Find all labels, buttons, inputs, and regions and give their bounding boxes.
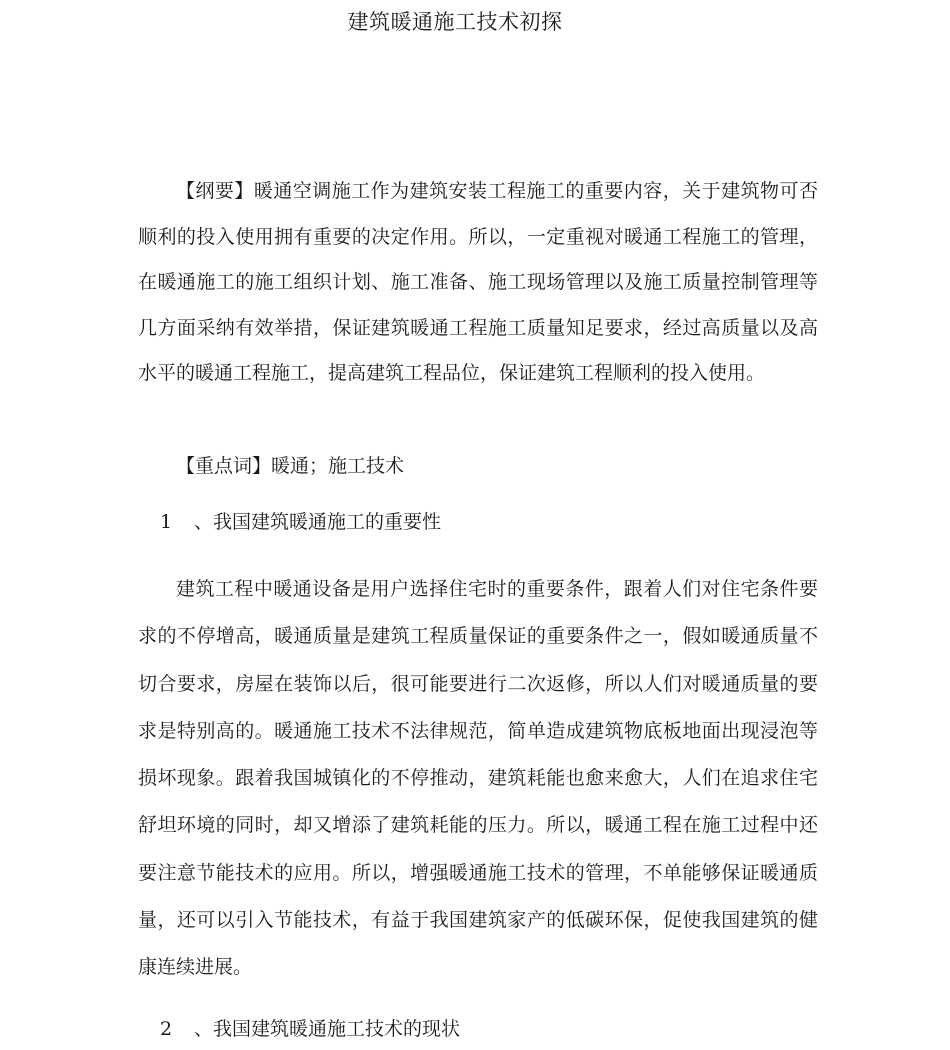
abstract-paragraph [138, 169, 818, 397]
section-body-1: 建筑工程中暖通设备是用户选择住宅时的重要条件，跟着人们对住宅条件要求的不停增高，暖通质量是建筑工程质量保证的重要条件之一，假如暖通质量不切合要求，房屋在装饰以后，很可能要进行二次返修，所以人们对暖通质量的要求是特别高的。暖通施工技术不法律规范，简单造成建筑物底板地面出现浸泡等损坏现象。跟着我国城镇化的不停推动，建筑耗能也愈来愈大，人们在追求住宅舒坦环境的同时，却又增添了建筑耗能的压力。所以，暖通工程在施工过程中还要注意节能技术的应用。所以，增强暖通施工技术的管理，不单能够保证暖通质量，还可以引入节能技术，有益于我国建筑家产的低碳环保，促使我国建筑的健康连续进展。 [138, 578, 818, 979]
keywords-text: 暖通；施工技术 [271, 455, 405, 477]
section-heading-2 [160, 1012, 460, 1046]
section-number-1: 1 [160, 511, 173, 533]
document-title: 建筑暖通施工技术初探 [347, 10, 563, 34]
keywords-label: 【重点词】 [176, 455, 272, 477]
keywords-paragraph [138, 449, 818, 483]
section-number-2: 2 [160, 1018, 173, 1040]
section-title-2: 、我国建筑暖通施工技术的现状 [194, 1018, 461, 1040]
abstract-text: 暖通空调施工作为建筑安装工程施工的重要内容，关于建筑物可否顺利的投入使用拥有重要的决定作用。所以，一定重视对暖通工程施工的管理，在暖通施工的施工组织计划、施工准备、施工现场管理以及施工质量控制管理等几方面采纳有效举措，保证建筑暖通工程施工质量知足要求，经过高质量以及高水平的暖通工程施工，提高建筑工程品位，保证建筑工程顺利的投入使用。 [138, 180, 818, 384]
section-title-1: 、我国建筑暖通施工的重要性 [194, 511, 442, 533]
section-heading-1 [160, 505, 441, 539]
abstract-label: 【纲要】 [176, 180, 254, 202]
